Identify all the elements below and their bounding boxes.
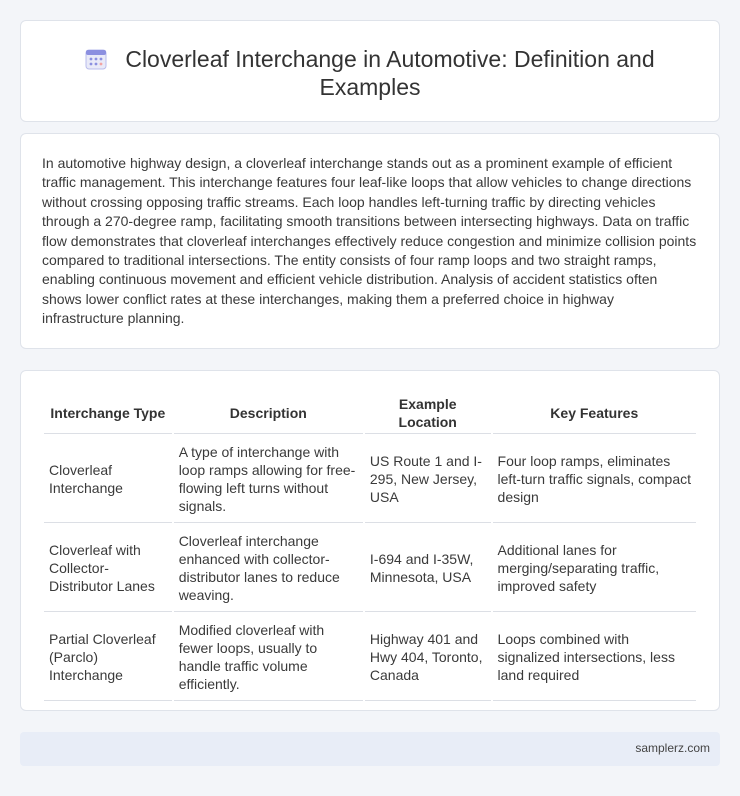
cell-key-features: Loops combined with signalized intersections, less land required	[493, 614, 696, 701]
cell-key-features: Four loop ramps, eliminates left-turn traffic signals, compact design	[493, 436, 696, 523]
header-key-features: Key Features	[493, 393, 696, 434]
table-row	[44, 436, 696, 523]
title-card	[20, 20, 720, 122]
table-header-row	[44, 393, 696, 434]
intro-card	[20, 133, 720, 349]
cell-example-location: Highway 401 and Hwy 404, Toronto, Canada	[365, 614, 491, 701]
page-title: Cloverleaf Interchange in Automotive: Definition and Examples	[125, 46, 655, 100]
header-example-location: Example Location	[365, 393, 491, 434]
header-interchange-type: Interchange Type	[44, 393, 172, 434]
cell-interchange-type: Cloverleaf with Collector-Distributor Lanes	[44, 525, 172, 612]
calendar-grid-icon	[85, 48, 107, 70]
table-row	[44, 614, 696, 701]
cell-description: A type of interchange with loop ramps allowing for free-flowing left turns without signals.	[174, 436, 363, 523]
footer-bar	[20, 732, 720, 766]
header-description: Description	[174, 393, 363, 434]
cell-description: Modified cloverleaf with fewer loops, usually to handle traffic volume efficiently.	[174, 614, 363, 701]
page-title-wrap	[21, 45, 719, 101]
intro-paragraph: In automotive highway design, a cloverleaf interchange stands out as a prominent example of efficient traffic management. This interchange features four leaf-like loops that allow vehicles to change directions without crossing opposing traffic streams. Each loop handles left-turning traffic by directing vehicles through a 270-degree ramp, facilitating smooth transitions between intersecting highways. Data on traffic flow demonstrates that cloverleaf interchanges effectively reduce congestion and minimize collision points compared to traditional intersections. The entity consists of four ramp loops and two straight ramps, enabling continuous movement and efficient vehicle distribution. Analysis of accident statistics often shows lower conflict rates at these interchanges, making them a preferred choice in highway infrastructure planning.	[42, 155, 697, 327]
cell-description: Cloverleaf interchange enhanced with collector-distributor lanes to reduce weaving.	[174, 525, 363, 612]
cell-example-location: US Route 1 and I-295, New Jersey, USA	[365, 436, 491, 523]
table-row	[44, 525, 696, 612]
cell-example-location: I-694 and I-35W, Minnesota, USA	[365, 525, 491, 612]
table-card	[20, 370, 720, 711]
footer-site-link[interactable]: samplerz.com	[635, 741, 710, 755]
cell-key-features: Additional lanes for merging/separating traffic, improved safety	[493, 525, 696, 612]
interchange-table	[42, 391, 698, 703]
cell-interchange-type: Partial Cloverleaf (Parclo) Interchange	[44, 614, 172, 701]
cell-interchange-type: Cloverleaf Interchange	[44, 436, 172, 523]
